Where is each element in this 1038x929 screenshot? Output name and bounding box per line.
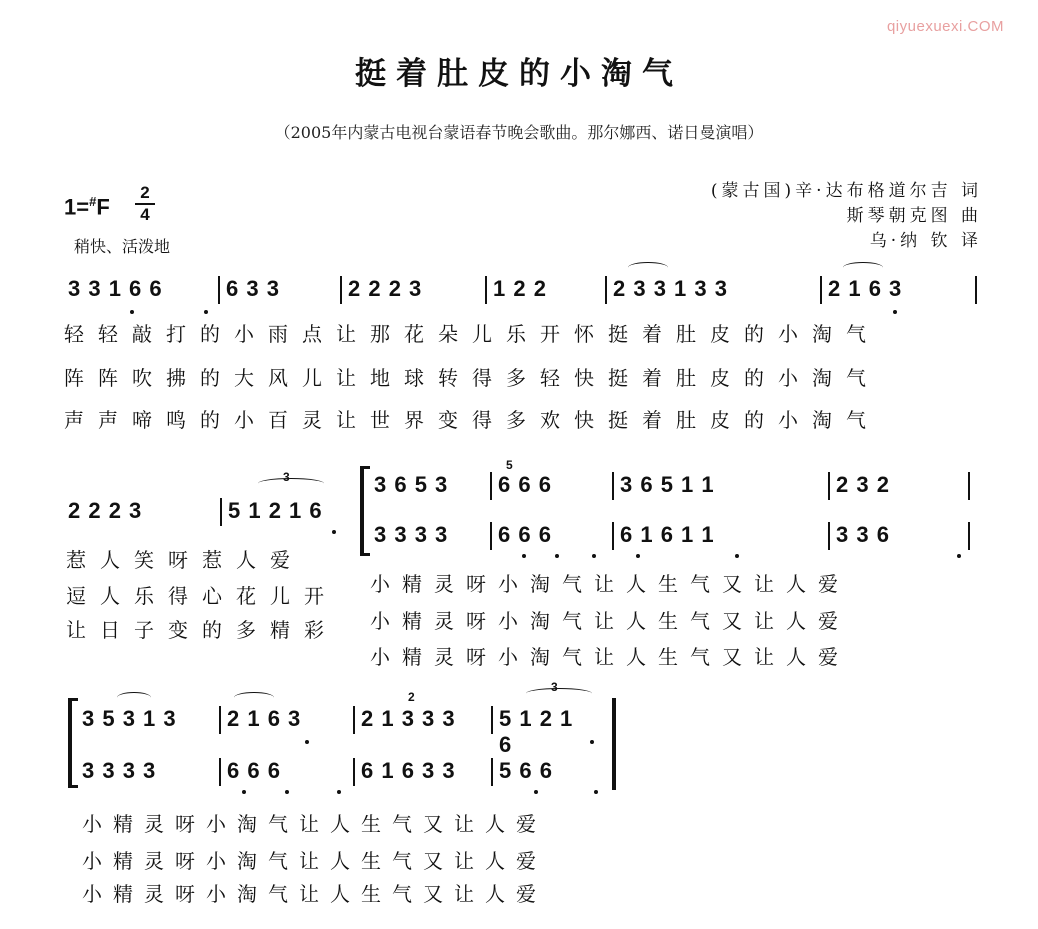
staff-line-3-lower xyxy=(76,758,597,786)
lyrics-line-3-verse-1: 小精灵呀小淘气让人生气又让人爱 xyxy=(82,812,547,836)
part-bracket xyxy=(68,698,72,788)
staff-line-2-upper xyxy=(368,472,970,500)
octave-dot xyxy=(893,310,897,314)
octave-dot xyxy=(130,310,134,314)
measure: 6 6 6 xyxy=(492,472,614,500)
octave-dot xyxy=(735,554,739,558)
slur-mark xyxy=(258,478,324,489)
octave-dot xyxy=(590,740,594,744)
lyrics-line-1-verse-3: 声声啼鸣的小百灵让世界变得多欢快挺着肚皮的小淘气 xyxy=(64,408,880,432)
staff-line-3-upper xyxy=(76,706,597,757)
octave-dot xyxy=(337,790,341,794)
octave-dot xyxy=(242,790,246,794)
triplet-marker: 3 xyxy=(283,470,290,484)
slur-mark xyxy=(628,262,668,273)
measure: 6 1 6 1 1 xyxy=(614,522,830,550)
octave-dot xyxy=(555,554,559,558)
translator-credit: 乌·纳 钦 译 xyxy=(869,231,982,251)
lyricist-credit: (蒙古国)辛·达布格道尔吉 词 xyxy=(710,181,982,201)
measure: 2 1 6 3 xyxy=(221,706,355,734)
lyrics-line-2-intro-verse-2: 逗人乐得心花儿开 xyxy=(66,584,338,608)
lyrics-line-2-verse-2: 小精灵呀小淘气让人生气又让人爱 xyxy=(370,609,850,633)
slur-mark xyxy=(234,692,274,703)
measure: 6 6 6 xyxy=(492,522,614,550)
grace-note: 5 xyxy=(506,458,513,472)
lyrics-line-2-intro-verse-3: 让日子变的多精彩 xyxy=(66,618,338,642)
lyrics-line-3-verse-2: 小精灵呀小淘气让人生气又让人爱 xyxy=(82,849,547,873)
measure: 3 3 6 xyxy=(830,522,970,550)
staff-line-1 xyxy=(62,276,977,304)
composer-credit: 斯琴朝克图 曲 xyxy=(846,206,982,226)
measure: 3 5 3 1 3 xyxy=(76,706,221,734)
lyrics-line-1-verse-1: 轻轻敲打的小雨点让那花朵儿乐开怀挺着肚皮的小淘气 xyxy=(64,322,880,346)
measure: 3 3 1 6 6 xyxy=(62,276,220,304)
measure: 2 3 2 xyxy=(830,472,970,500)
lyrics-line-3-verse-3: 小精灵呀小淘气让人生气又让人爱 xyxy=(82,882,547,906)
lyrics-line-1-verse-2: 阵阵吹拂的大风儿让地球转得多轻快挺着肚皮的小淘气 xyxy=(64,366,880,390)
key-signature: 1=#F xyxy=(64,194,110,220)
octave-dot xyxy=(522,554,526,558)
staff-line-2-intro xyxy=(62,498,344,526)
measure: 1 2 2 xyxy=(487,276,607,304)
octave-dot xyxy=(594,790,598,794)
final-barline xyxy=(612,698,616,790)
octave-dot xyxy=(592,554,596,558)
octave-dot xyxy=(636,554,640,558)
slur-mark xyxy=(843,262,883,273)
measure: 3 3 3 3 xyxy=(76,758,221,786)
measure: 2 2 2 3 xyxy=(342,276,487,304)
octave-dot xyxy=(332,530,336,534)
staff-line-2-lower xyxy=(368,522,970,550)
measure: 6 6 6 xyxy=(221,758,355,786)
tempo-marking: 稍快、活泼地 xyxy=(74,237,171,256)
triplet-marker: 3 xyxy=(551,680,558,694)
octave-dot xyxy=(305,740,309,744)
lyrics-line-2-verse-3: 小精灵呀小淘气让人生气又让人爱 xyxy=(370,645,850,669)
measure: 2 2 2 3 xyxy=(62,498,222,526)
measure: 6 1 6 3 3 xyxy=(355,758,493,786)
measure: 2 3 3 1 3 3 xyxy=(607,276,822,304)
slur-mark xyxy=(526,688,592,699)
time-signature: 2 4 xyxy=(135,184,155,224)
lyrics-line-2-intro-verse-1: 惹人笑呀惹人爱 xyxy=(66,548,304,572)
lyrics-line-2-verse-1: 小精灵呀小淘气让人生气又让人爱 xyxy=(370,572,850,596)
measure: 5 1 2 1 6 xyxy=(228,498,323,523)
part-bracket xyxy=(360,466,364,556)
measure: 6 3 3 xyxy=(220,276,342,304)
octave-dot xyxy=(957,554,961,558)
measure: 3 3 3 3 xyxy=(368,522,492,550)
measure: 5 6 6 xyxy=(499,758,553,783)
grace-note: 2 xyxy=(408,690,415,704)
watermark-text: qiyuexuexi.COM xyxy=(886,18,1004,35)
measure: 2 1 3 3 3 xyxy=(355,706,493,734)
octave-dot xyxy=(204,310,208,314)
slur-mark xyxy=(117,692,151,703)
octave-dot xyxy=(534,790,538,794)
measure: 3 6 5 3 xyxy=(368,472,492,500)
measure: 3 6 5 1 1 xyxy=(614,472,830,500)
measure: 5 1 2 1 6 xyxy=(499,706,574,757)
octave-dot xyxy=(285,790,289,794)
song-subtitle: （2005年内蒙古电视台蒙语春节晚会歌曲。那尔娜西、诺日曼演唱） xyxy=(274,123,764,142)
measure: 2 1 6 3 xyxy=(822,276,977,304)
song-title: 挺着肚皮的小淘气 xyxy=(355,56,683,92)
